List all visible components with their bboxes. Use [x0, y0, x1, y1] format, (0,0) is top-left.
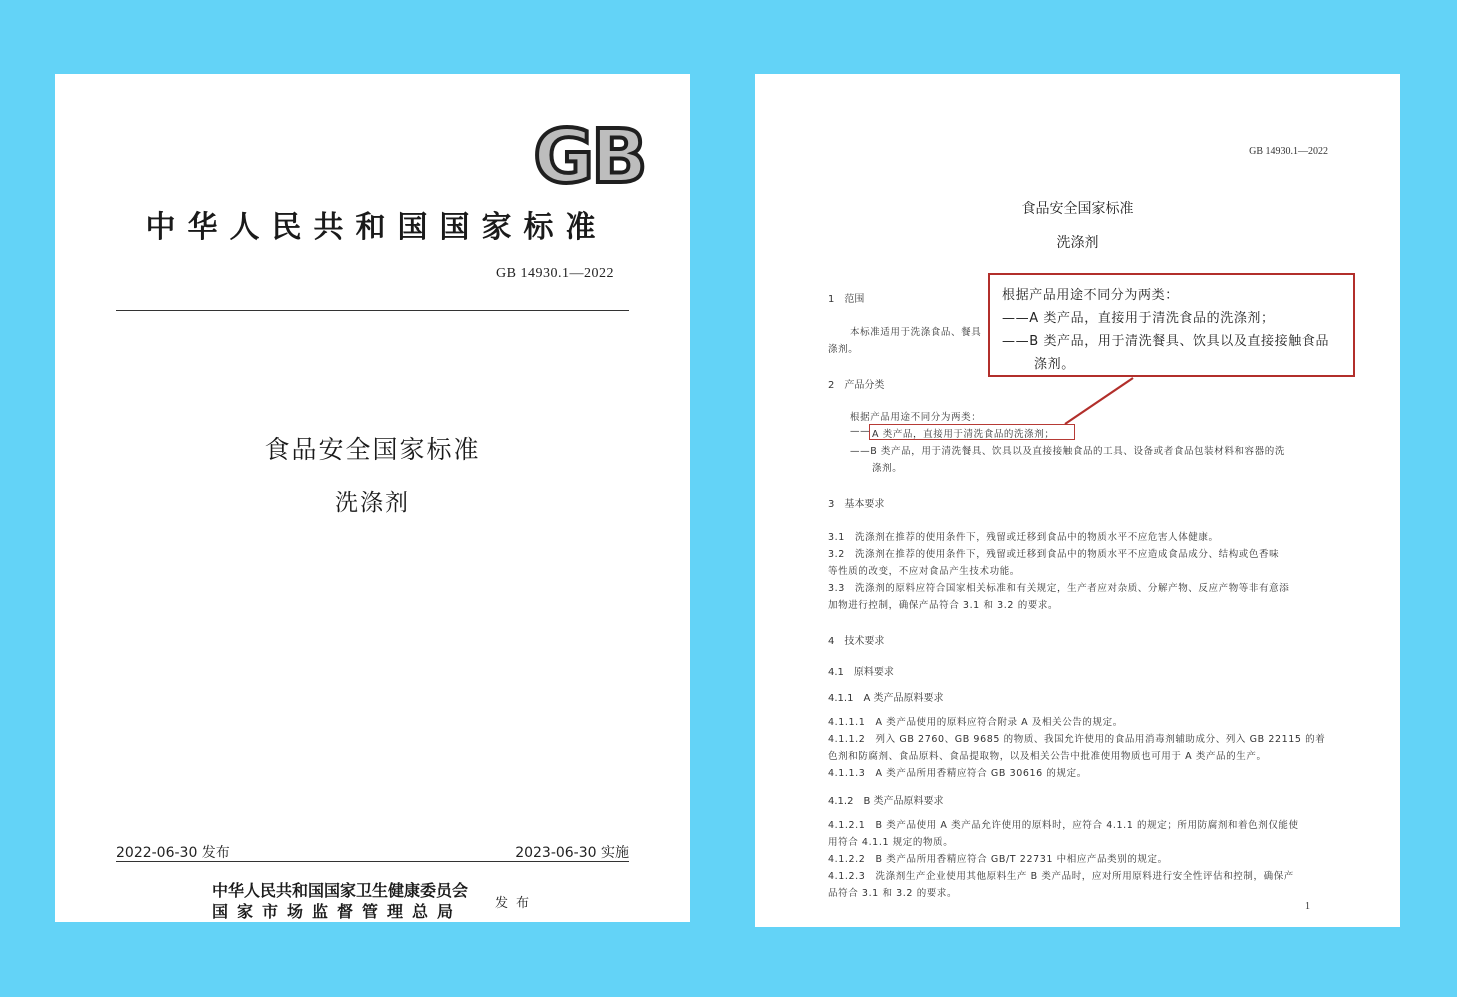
section-heading: 1 范围	[828, 294, 865, 305]
issuing-authorities	[212, 880, 468, 922]
page-number: 1	[1305, 901, 1310, 912]
page-header-code: GB 14930.1—2022	[1249, 146, 1328, 157]
paragraph-line: 根据产品用途不同分为两类：	[850, 412, 982, 423]
content-title: 食品安全国家标准	[1021, 201, 1134, 217]
paragraph-line: 涤剂。	[828, 344, 859, 355]
paragraph-line: 3.2 洗涤剂在推荐的使用条件下，残留或迁移到食品中的物质水平不应造成食品成分、结构或色香味	[828, 549, 1280, 560]
paragraph-line: 3.1 洗涤剂在推荐的使用条件下，残留或迁移到食品中的物质水平不应危害人体健康。	[828, 532, 1219, 543]
standard-code: GB 14930.1—2022	[496, 266, 614, 281]
svg-text:GB: GB	[533, 120, 645, 190]
paragraph-line: 加物进行控制，确保产品符合 3.1 和 3.2 的要求。	[828, 600, 1059, 611]
paragraph-line: 4.1.2.3 洗涤剂生产企业使用其他原料生产 B 类产品时，应对所用原料进行安全性评估和控制，确保产	[828, 871, 1294, 882]
highlight-box	[869, 424, 1075, 440]
list-item-b: ——B 类产品，用于清洗餐具、饮具以及直接接触食品的工具、设备或者食品包装材料和容器的洗	[850, 446, 1285, 457]
paragraph-line: 4.1.1.2 列入 GB 2760、GB 9685 的物质、我国允许使用的食品用消毒剂辅助成分、列入 GB 22115 的着	[828, 734, 1326, 745]
content-page	[755, 74, 1400, 927]
implement-date: 2023-06-30 实施	[515, 845, 629, 861]
national-standard-heading: 中华人民共和国国家标准	[145, 210, 608, 245]
callout-line: 根据产品用途不同分为两类：	[1002, 288, 1179, 303]
callout-line: ——B 类产品，用于清洗餐具、饮具以及直接接触食品	[1002, 334, 1330, 349]
issuer-name: 国家市场监督管理总局	[212, 902, 463, 921]
cover-subtitle: 洗涤剂	[335, 490, 410, 516]
bottom-divider	[116, 861, 629, 862]
gb-standard-logo	[525, 120, 653, 190]
section-heading: 3 基本要求	[828, 499, 885, 510]
subsection-heading: 4.1 原料要求	[828, 667, 894, 678]
callout-line: 涤剂。	[1034, 357, 1075, 372]
list-dash: ——	[850, 426, 871, 437]
paragraph-line: 3.3 洗涤剂的原料应符合国家相关标准和有关规定，生产者应对杂质、分解产物、反应产物等非有意添	[828, 583, 1290, 594]
subsection-heading: 4.1.2 B 类产品原料要求	[828, 796, 944, 807]
cover-title: 食品安全国家标准	[264, 435, 481, 464]
paragraph-line: 4.1.1.3 A 类产品所用香精应符合 GB 30616 的规定。	[828, 768, 1087, 779]
top-divider	[116, 310, 629, 311]
paragraph-line: 4.1.2.1 B 类产品使用 A 类产品允许使用的原料时，应符合 4.1.1 的规定；所用防腐剂和着色剂仅能使	[828, 820, 1299, 831]
paragraph-line: 涤剂。	[872, 463, 903, 474]
content-subtitle: 洗涤剂	[1056, 235, 1099, 251]
paragraph-line: 4.1.1.1 A 类产品使用的原料应符合附录 A 及相关公告的规定。	[828, 717, 1123, 728]
publish-date: 2022-06-30 发布	[116, 845, 230, 861]
paragraph-line: 色剂和防腐剂、食品原料、食品提取物，以及相关公告中批准使用物质也可用于 A 类产品的生产。	[828, 751, 1267, 762]
list-item-a: A 类产品，直接用于清洗食品的洗涤剂；	[872, 429, 1055, 440]
cover-page	[55, 74, 690, 922]
section-heading: 2 产品分类	[828, 380, 885, 391]
subsection-heading: 4.1.1 A 类产品原料要求	[828, 693, 944, 704]
callout-line: ——A 类产品，直接用于清洗食品的洗涤剂；	[1002, 311, 1275, 326]
paragraph-line: 4.1.2.2 B 类产品所用香精应符合 GB/T 22731 中相应产品类别的规定。	[828, 854, 1168, 865]
publish-label: 发布	[495, 896, 538, 911]
paragraph-line: 品符合 3.1 和 3.2 的要求。	[828, 888, 958, 899]
issuer-name: 中华人民共和国国家卫生健康委员会	[212, 881, 469, 900]
paragraph-line: 本标准适用于洗涤食品、餐具	[850, 327, 982, 338]
section-heading: 4 技术要求	[828, 636, 885, 647]
paragraph-line: 等性质的改变，不应对食品产生技术功能。	[828, 566, 1020, 577]
zoom-callout	[988, 273, 1355, 377]
paragraph-line: 用符合 4.1.1 规定的物质。	[828, 837, 954, 848]
